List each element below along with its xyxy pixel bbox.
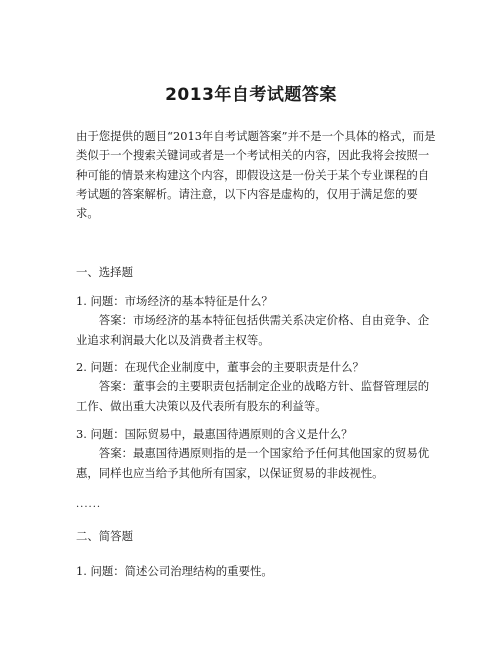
question-item	[76, 562, 436, 581]
question-text: 3. 问题：国际贸易中，最惠国待遇原则的含义是什么？	[76, 427, 353, 441]
section-heading-choice: 一、选择题	[76, 265, 133, 279]
question-text: 1. 问题：市场经济的基本特征是什么？	[76, 294, 273, 308]
question-text: 2. 问题：在现代企业制度中，董事会的主要职责是什么？	[76, 360, 364, 374]
document-title: 2013年自考试题答案	[165, 85, 337, 105]
question-item	[76, 292, 436, 350]
question-item	[76, 425, 436, 483]
question-text: 1. 问题：简述公司治理结构的重要性。	[76, 564, 273, 578]
question-item	[76, 358, 436, 416]
answer-text: 答案：董事会的主要职责包括制定企业的战略方针、监督管理层的工作、做出重大决策以及代表所有股东的利益等。	[76, 379, 430, 413]
answer-text: 答案：市场经济的基本特征包括供需关系决定价格、自由竞争、企业追求利润最大化以及消费者主权等。	[76, 313, 430, 347]
section-heading-short-answer: 二、简答题	[76, 529, 133, 543]
ellipsis: ......	[76, 499, 102, 510]
intro-paragraph: 由于您提供的题目“2013年自考试题答案”并不是一个具体的格式，而是类似于一个搜索关键词或者是一个考试相关的内容，因此我将会按照一种可能的情景来构建这个内容，即假设这是一份关于某个专业课程的自考试题的答案解析。请注意，以下内容是虚构的，仅用于满足您的要求。	[76, 129, 436, 221]
answer-text: 答案：最惠国待遇原则指的是一个国家给予任何其他国家的贸易优惠，同样也应当给予其他所有国家，以保证贸易的非歧视性。	[76, 446, 430, 480]
